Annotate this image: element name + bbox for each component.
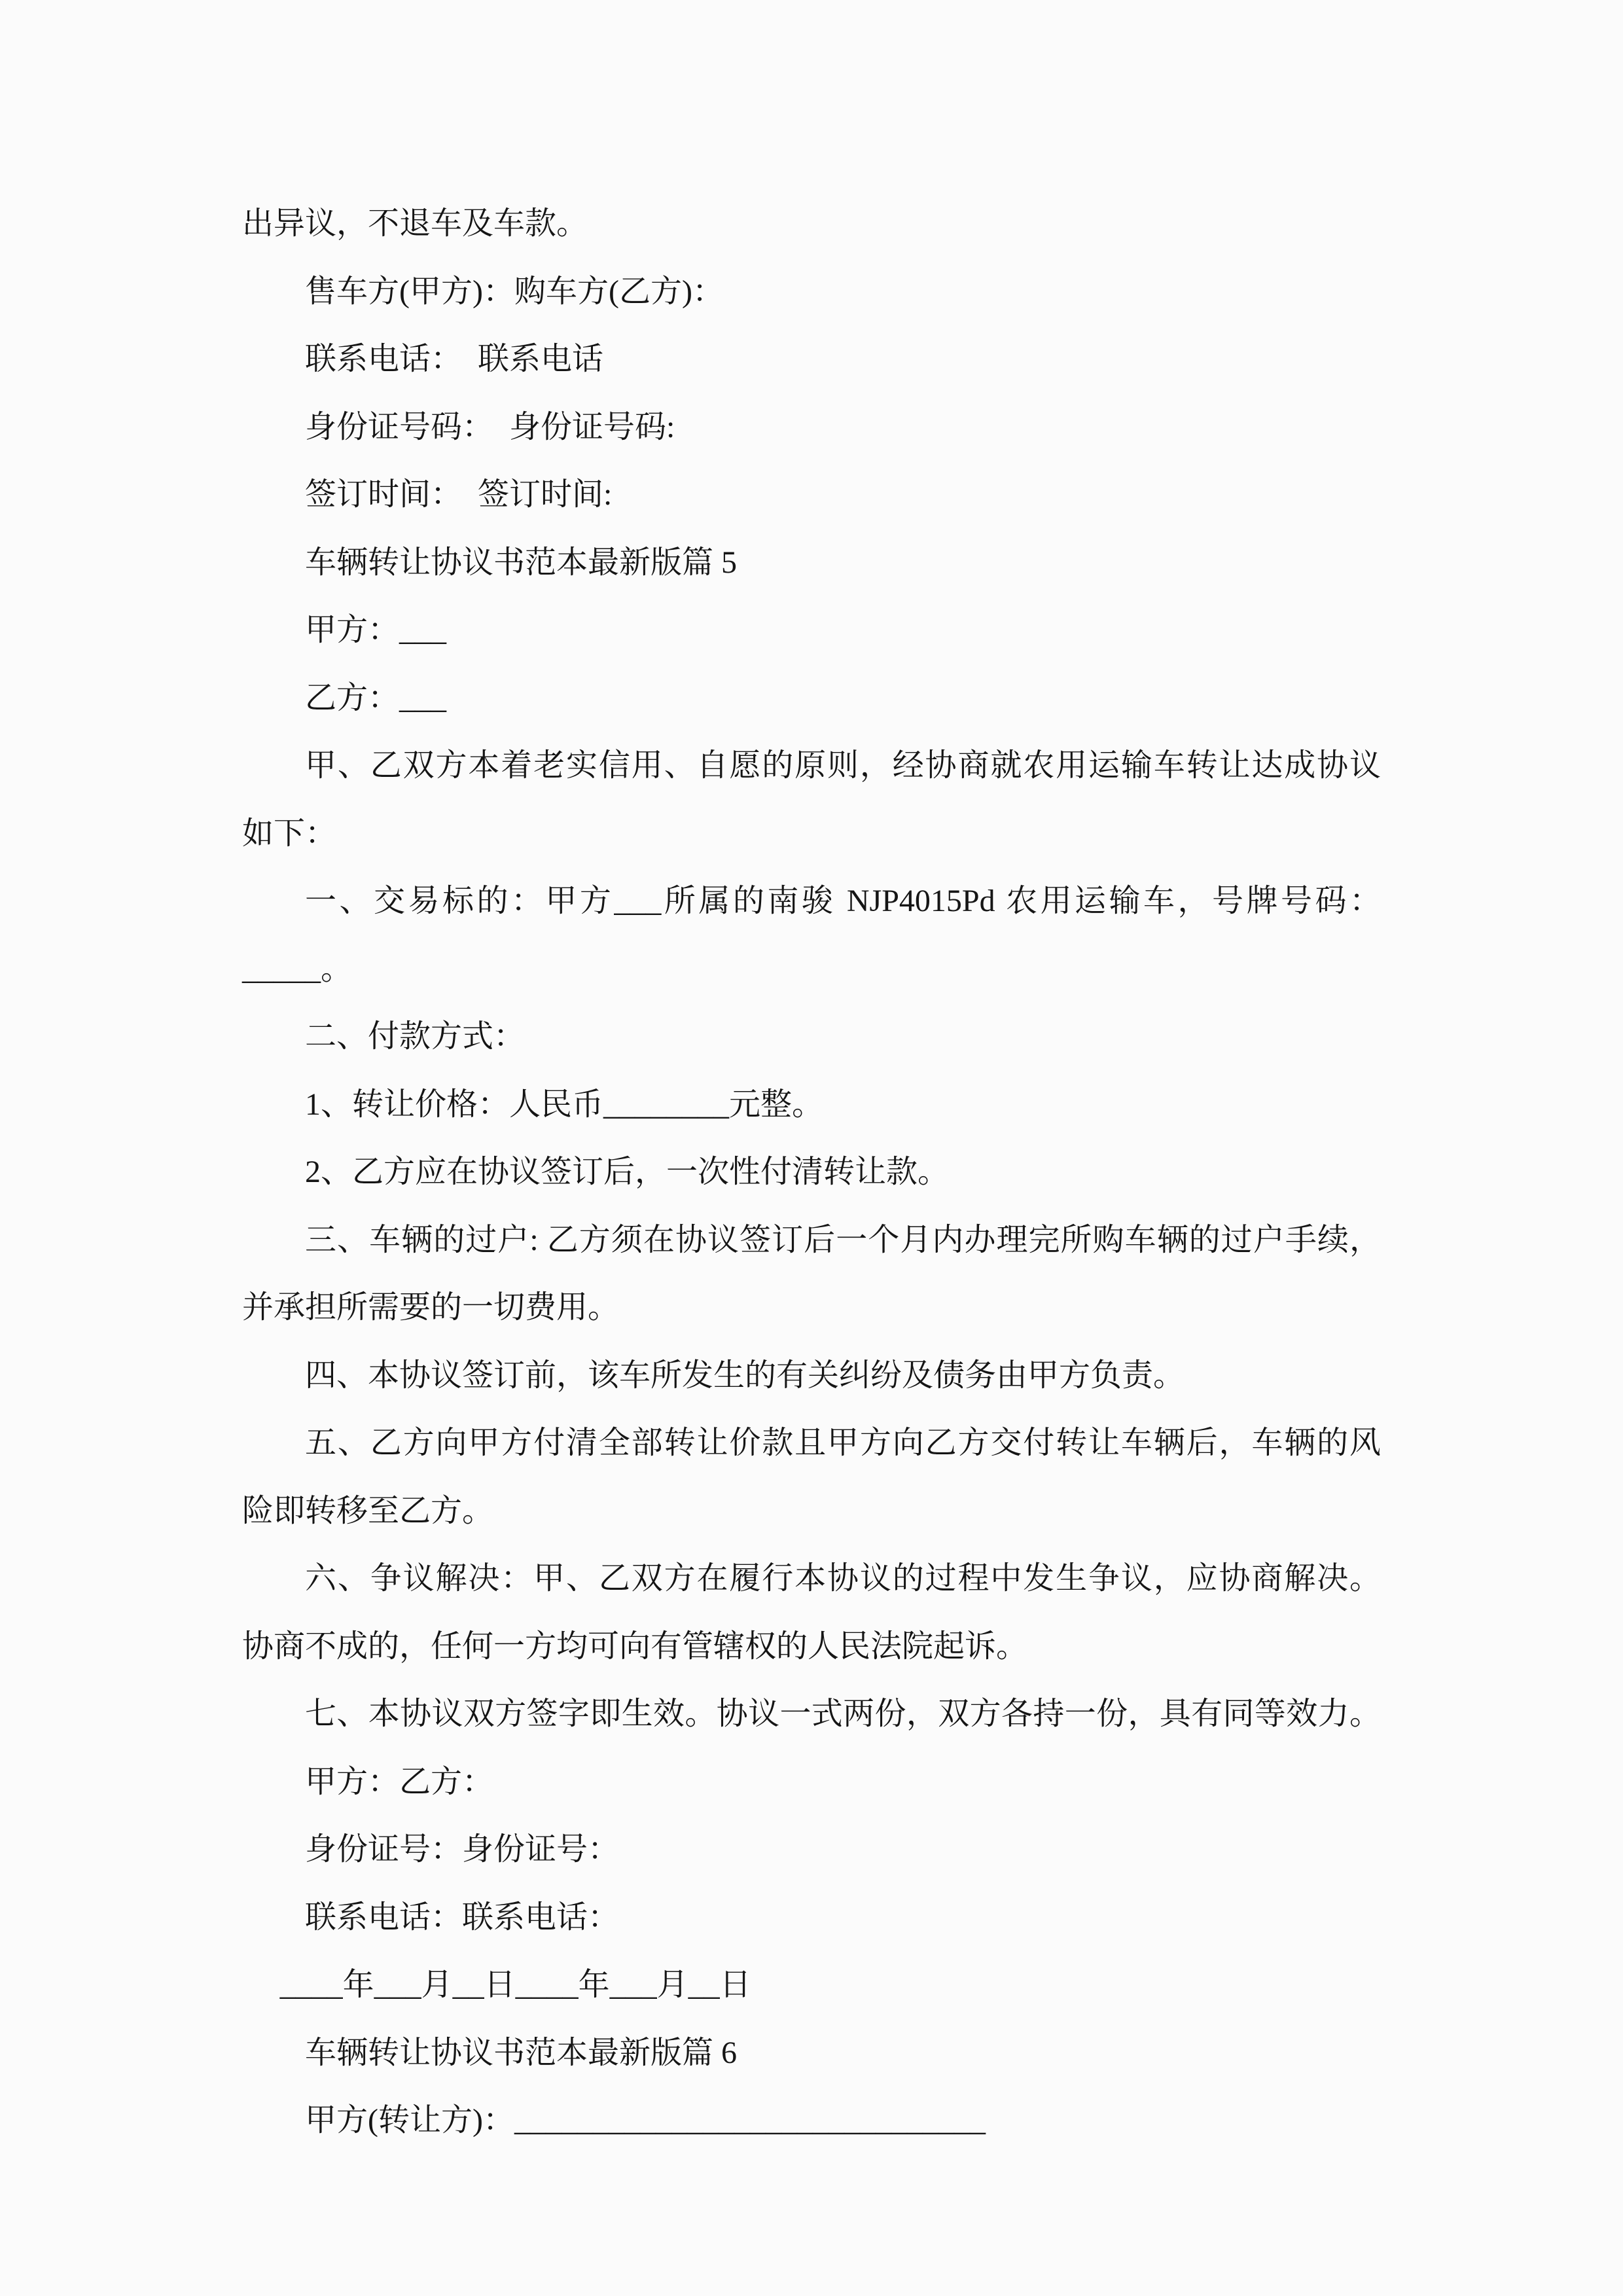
text-line: 甲方：乙方： [305, 1764, 494, 1799]
text-line: _____。 [242, 951, 353, 986]
text-line: 售车方(甲方)：购车方(乙方)： [305, 274, 724, 309]
text-line: 六、争议解决：甲、乙双方在履行本协议的过程中发生争议，应协商解决。 [305, 1561, 1381, 1596]
text-line: 协商不成的，任何一方均可向有管辖权的人民法院起诉。 [242, 1628, 1028, 1664]
text-line: 三、车辆的过户: 乙方须在协议签订后一个月内办理完所购车辆的过户手续， [305, 1222, 1381, 1257]
text-line: 二、付款方式： [305, 1019, 526, 1054]
text-line: 联系电话：联系电话： [305, 1899, 620, 1935]
text-line: 如下： [242, 816, 337, 851]
text-line: 七、本协议双方签字即生效。协议一式两份，双方各持一份，具有同等效力。 [305, 1696, 1381, 1731]
text-line: 五、乙方向甲方付清全部转让价款且甲方向乙方交付转让车辆后，车辆的风 [305, 1426, 1381, 1460]
text-line: 身份证号码： 身份证号码: [305, 409, 675, 444]
text-line: 甲方：___ [305, 613, 447, 647]
document-text-block [242, 190, 1381, 2155]
text-line: 2、乙方应在协议签订后，一次性付清转让款。 [305, 1155, 950, 1189]
text-line: 险即转移至乙方。 [242, 1493, 494, 1528]
text-line: 联系电话： 联系电话 [305, 342, 604, 376]
text-line: 乙方：___ [305, 680, 447, 715]
text-line: 出异议，不退车及车款。 [242, 206, 588, 241]
text-line: 甲、乙双方本着老实信用、自愿的原则，经协商就农用运输车转让达成协议 [305, 748, 1381, 783]
date-blank-line: ____年___月__日____年___月__日 [279, 1967, 751, 2002]
section-heading: 车辆转让协议书范本最新版篇 5 [305, 545, 738, 580]
text-line: 一、交易标的：甲方___所属的南骏 NJP4015Pd 农用运输车，号牌号码： [305, 884, 1381, 918]
section-heading: 车辆转让协议书范本最新版篇 6 [305, 2035, 738, 2070]
text-line: 四、本协议签订前，该车所发生的有关纠纷及债务由甲方负责。 [305, 1357, 1185, 1393]
text-line: 身份证号：身份证号： [305, 1832, 620, 1867]
text-line: 1、转让价格：人民币________元整。 [305, 1086, 824, 1122]
text-line: 并承担所需要的一切费用。 [242, 1290, 620, 1325]
signature-blank-line: 甲方(转让方)：______________________________ [305, 2103, 986, 2138]
text-line: 签订时间： 签订时间: [305, 477, 613, 512]
